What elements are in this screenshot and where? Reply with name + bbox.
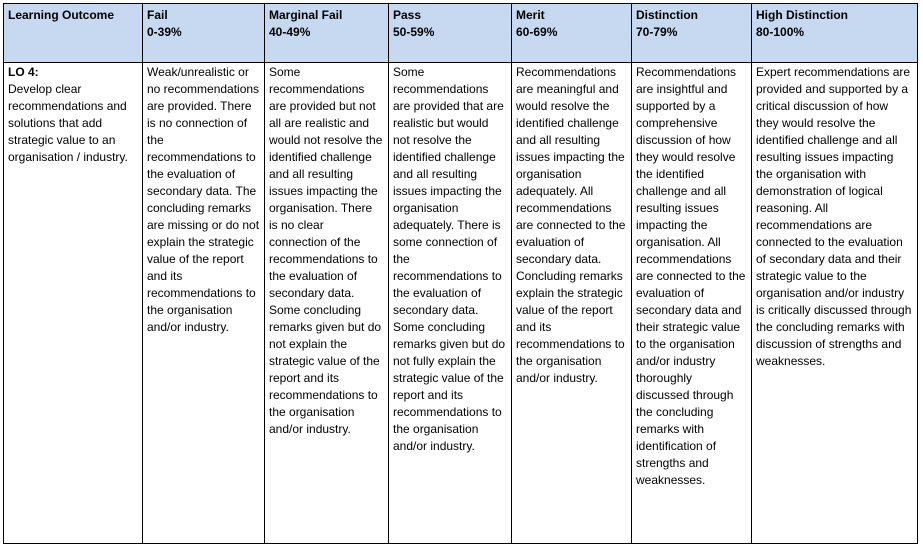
criteria-cell-fail: Weak/unrealistic or no recommendations are provided. There is no connection of the recommendations to the evaluation of secondary data. The concluding remarks are missing or do not explain the strategic value of the report and its recommendations to the organisation and/or industry. (143, 63, 265, 544)
grade-label: High Distinction (756, 8, 848, 22)
grade-range: 80-100% (756, 25, 805, 39)
criteria-cell-merit: Recommendations are meaningful and would resolve the identified challenge and all resulting issues impacting the organisation adequately. All recommendations are connected to the evaluation of secondary data. Concluding remarks explain the strategic value of the report and its recommendations to the organisation and/or industry. (512, 63, 632, 544)
learning-outcome-cell (4, 63, 143, 544)
header-grade-fail (143, 4, 265, 63)
lo-description: Develop clear recommendations and solutions that add strategic value to an organisation / industry. (8, 82, 128, 164)
grade-label: Distinction (636, 8, 698, 22)
header-learning-outcome: Learning Outcome (4, 4, 143, 63)
grade-range: 0-39% (147, 25, 182, 39)
header-grade-marginal-fail (265, 4, 389, 63)
grade-label: Marginal Fail (269, 8, 343, 22)
grade-label: Merit (516, 8, 545, 22)
grade-range: 40-49% (269, 25, 311, 39)
criteria-cell-high-distinction: Expert recommendations are provided and supported by a critical discussion of how they would resolve the identified challenge and all resulting issues impacting the organisation with demonstration of logical reasoning. All recommendations are connected to the evaluation of secondary data and their strategic value to the organisation and/or industry is critically discussed through the concluding remarks with discussion of strengths and weaknesses. (752, 63, 918, 544)
header-grade-merit (512, 4, 632, 63)
header-row (4, 4, 918, 63)
grade-label: Pass (393, 8, 422, 22)
criteria-cell-pass: Some recommendations are provided that are realistic but would not resolve the identified challenge and all resulting issues impacting the organisation adequately. There is some connection of the recommendations to the evaluation of secondary data. Some concluding remarks given but do not fully explain the strategic value of the report and its recommendations to the organisation and/or industry. (389, 63, 512, 544)
grade-range: 50-59% (393, 25, 435, 39)
grade-range: 60-69% (516, 25, 558, 39)
grade-label: Fail (147, 8, 168, 22)
grade-range: 70-79% (636, 25, 678, 39)
lo-title: LO 4: (8, 65, 39, 79)
rubric-table (3, 3, 918, 544)
header-grade-pass (389, 4, 512, 63)
header-grade-high-distinction (752, 4, 918, 63)
criteria-cell-marginal-fail: Some recommendations are provided but not all are realistic and would not resolve the identified challenge and all resulting issues impacting the organisation. There is no clear connection of the recommendations to the evaluation of secondary data. Some concluding remarks given but do not explain the strategic value of the report and its recommendations to the organisation and/or industry. (265, 63, 389, 544)
header-grade-distinction (632, 4, 752, 63)
table-row (4, 63, 918, 544)
criteria-cell-distinction: Recommendations are insightful and supported by a comprehensive discussion of how they would resolve the identified challenge and all resulting issues impacting the organisation. All recommendations are connected to the evaluation of secondary data and their strategic value to the organisation and/or industry thoroughly discussed through the concluding remarks with identification of strengths and weaknesses. (632, 63, 752, 544)
